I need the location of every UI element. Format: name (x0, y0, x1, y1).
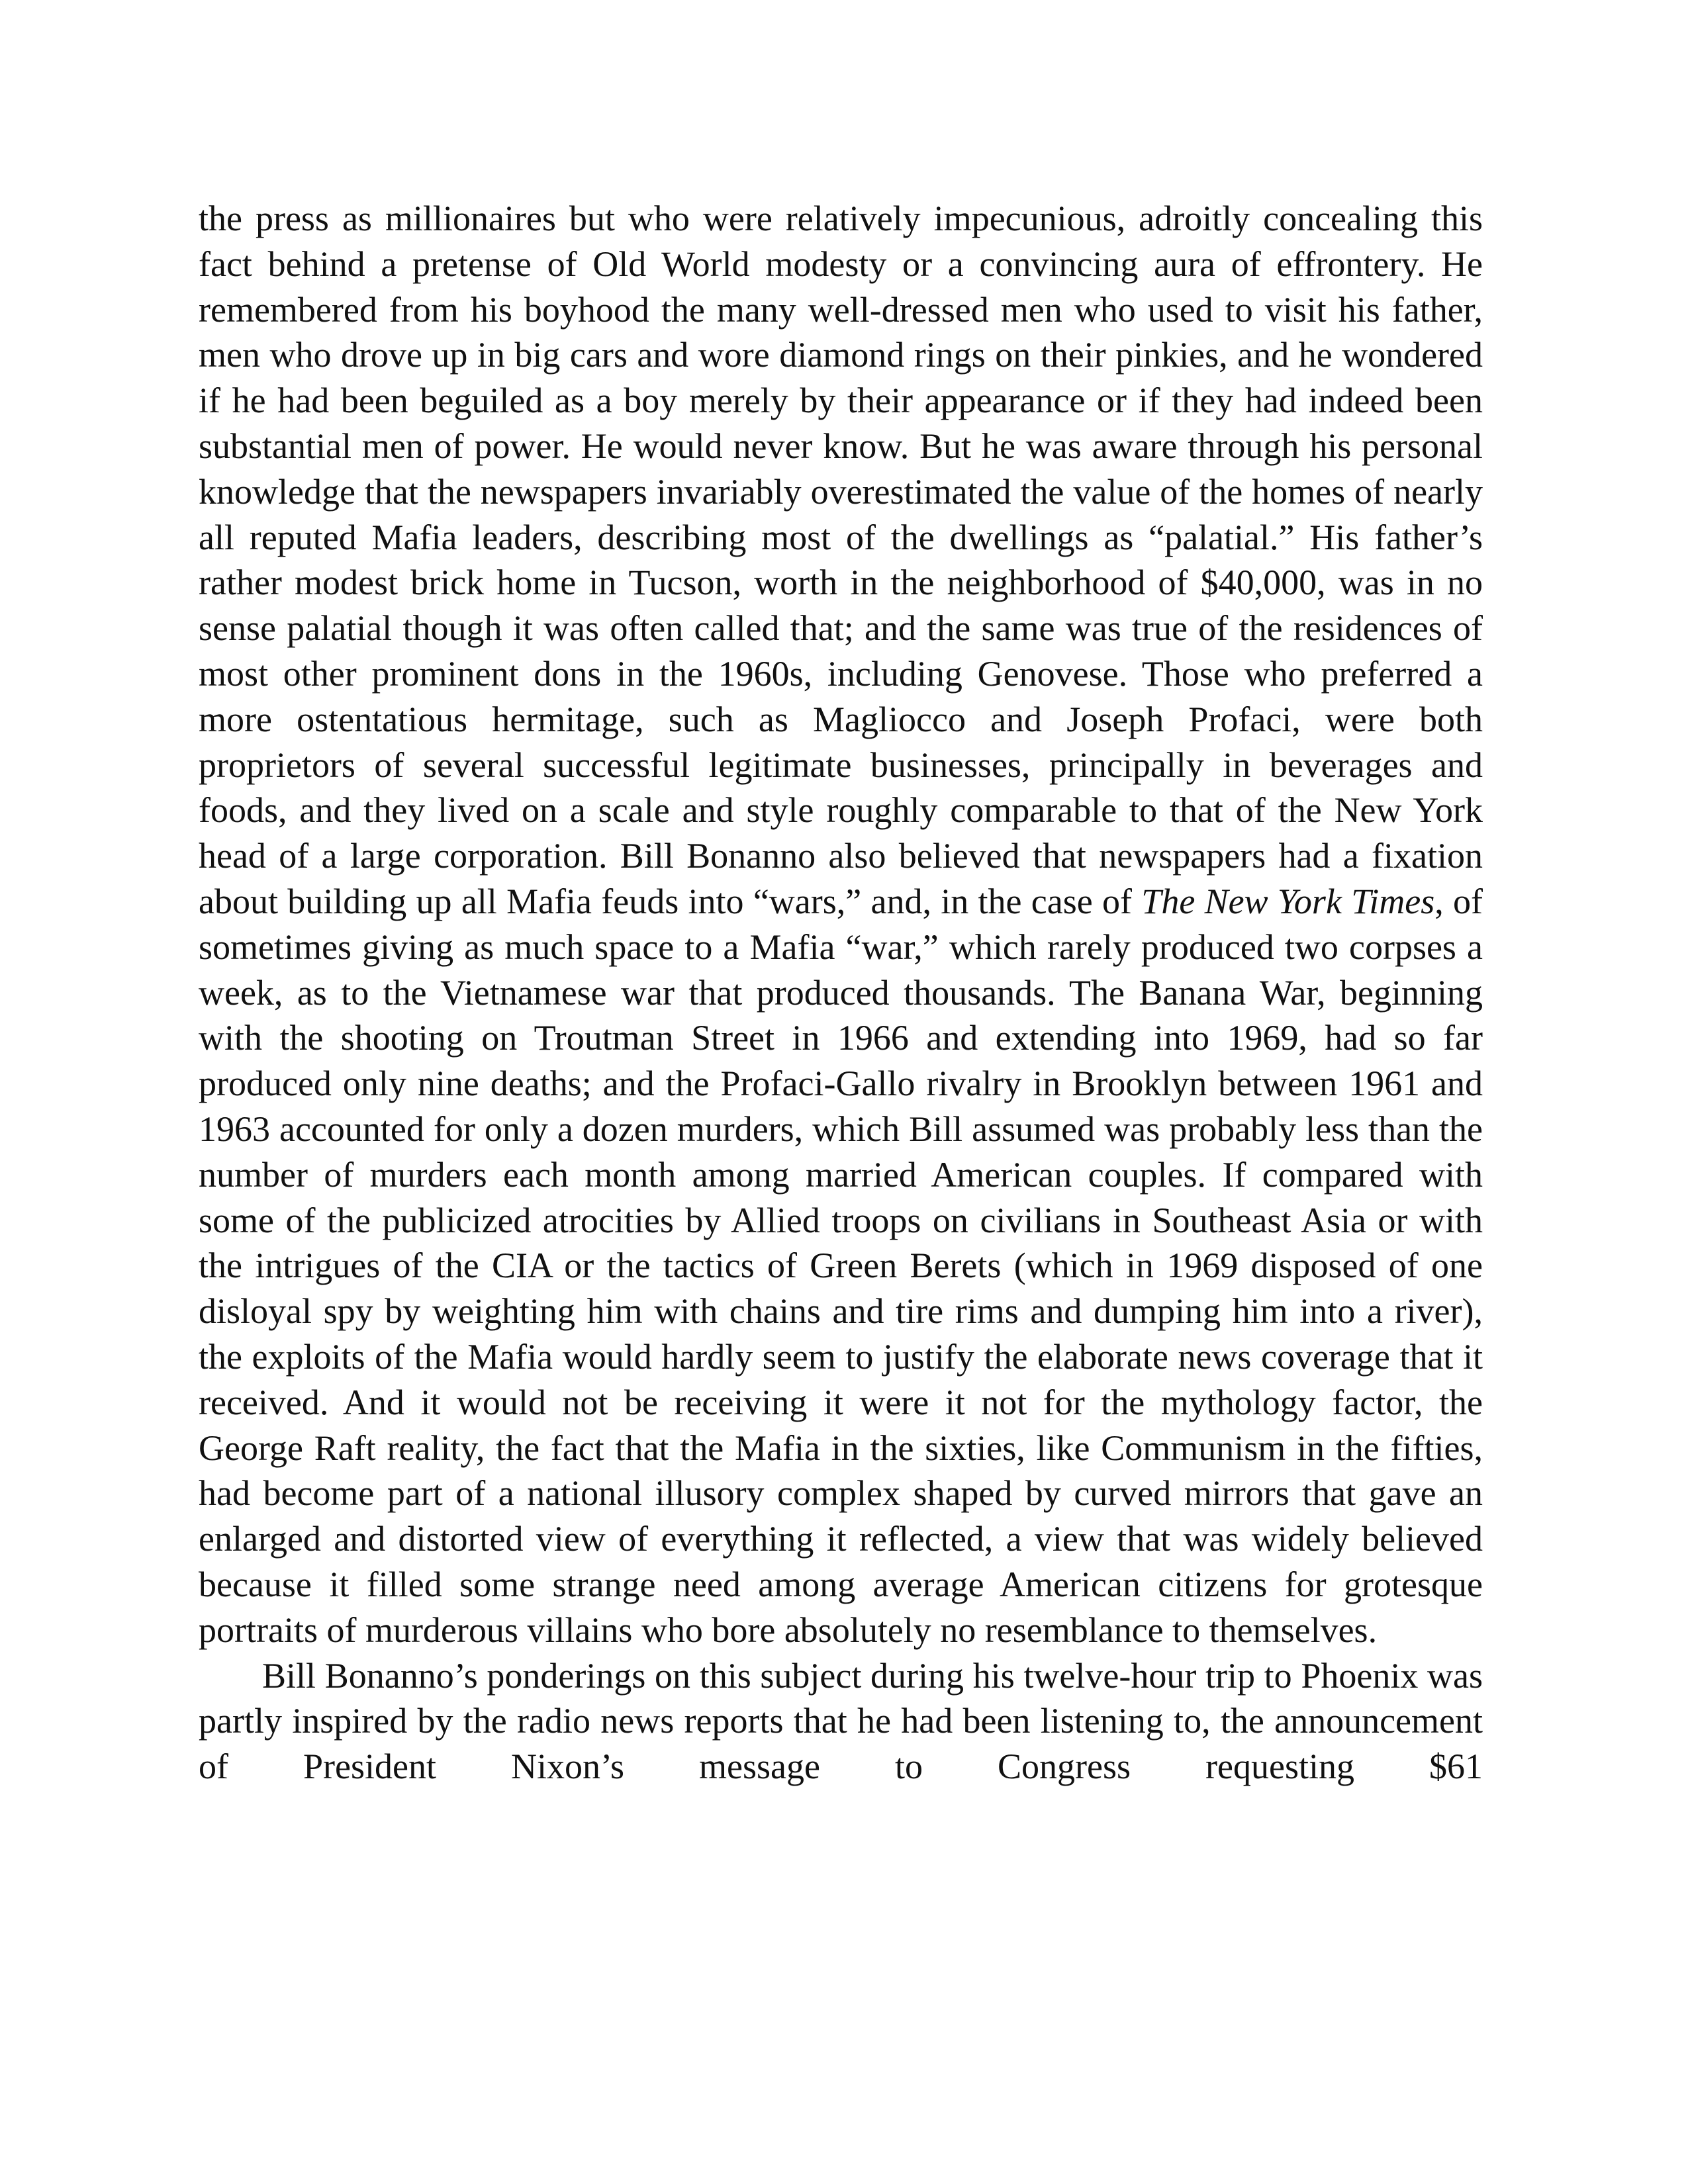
paragraph-2-text: Bill Bonanno’s ponderings on this subject during his twelve-hour trip to Phoenix was partly inspired by the radio news reports that he had been listening to, the announcement of President Nixon’s message to Congress requesting $61 (199, 1655, 1483, 1787)
newspaper-title: The New York Times (1141, 881, 1435, 921)
paragraph-1-text-start: the press as millionaires but who were relatively impecunious, adroitly concealing this fact behind a pretense of Old World modesty or a convincing aura of effrontery. He remembered from his boyhood the many well-dressed men who used to visit his father, men who drove up in big cars and wore diamond rings on their pinkies, and he wondered if he had been beguiled as a boy merely by their appearance or if they had indeed been substantial men of power. He would never know. But he was aware through his personal knowledge that the newspapers invariably overestimated the value of the homes of nearly all reputed Mafia leaders, describing most of the dwellings as “palatial.” His father’s rather modest brick home in Tucson, worth in the neighborhood of $40,000, was in no sense palatial though it was often called that; and the same was true of the residences of most other prominent dons in the 1960s, including Genovese. Those who preferred a more ostentatious hermitage, such as Magliocco and Joseph Profaci, were both proprietors of several successful legitimate businesses, principally in beverages and foods, and they lived on a scale and style roughly comparable to that of the New York head of a large corporation. Bill Bonanno also believed that newspapers had a fixation about building up all Mafia feuds into “wars,” and, in the case of (199, 199, 1483, 921)
paragraph-2 (199, 1653, 1483, 1790)
paragraph-1 (199, 196, 1483, 1653)
page-body (199, 196, 1483, 1790)
paragraph-1-text-end: , of sometimes giving as much space to a Mafia “war,” which rarely produced two corpses a week, as to the Vietnamese war that produced thousands. The Banana War, beginning with the shooting on Troutman Street in 1966 and extending into 1969, had so far produced only nine deaths; and the Profaci-Gallo rivalry in Brooklyn between 1961 and 1963 accounted for only a dozen murders, which Bill assumed was probably less than the number of murders each month among married American couples. If compared with some of the publicized atrocities by Allied troops on civilians in Southeast Asia or with the intrigues of the CIA or the tactics of Green Berets (which in 1969 disposed of one disloyal spy by weighting him with chains and tire rims and dumping him into a river), the exploits of the Mafia would hardly seem to justify the elaborate news coverage that it received. And it would not be receiving it were it not for the mythology factor, the George Raft reality, the fact that the Mafia in the sixties, like Communism in the fifties, had become part of a national illusory complex shaped by curved mirrors that gave an enlarged and distorted view of everything it reflected, a view that was widely believed because it filled some strange need among average American citizens for grotesque portraits of murderous villains who bore absolutely no resemblance to themselves. (199, 881, 1483, 1650)
